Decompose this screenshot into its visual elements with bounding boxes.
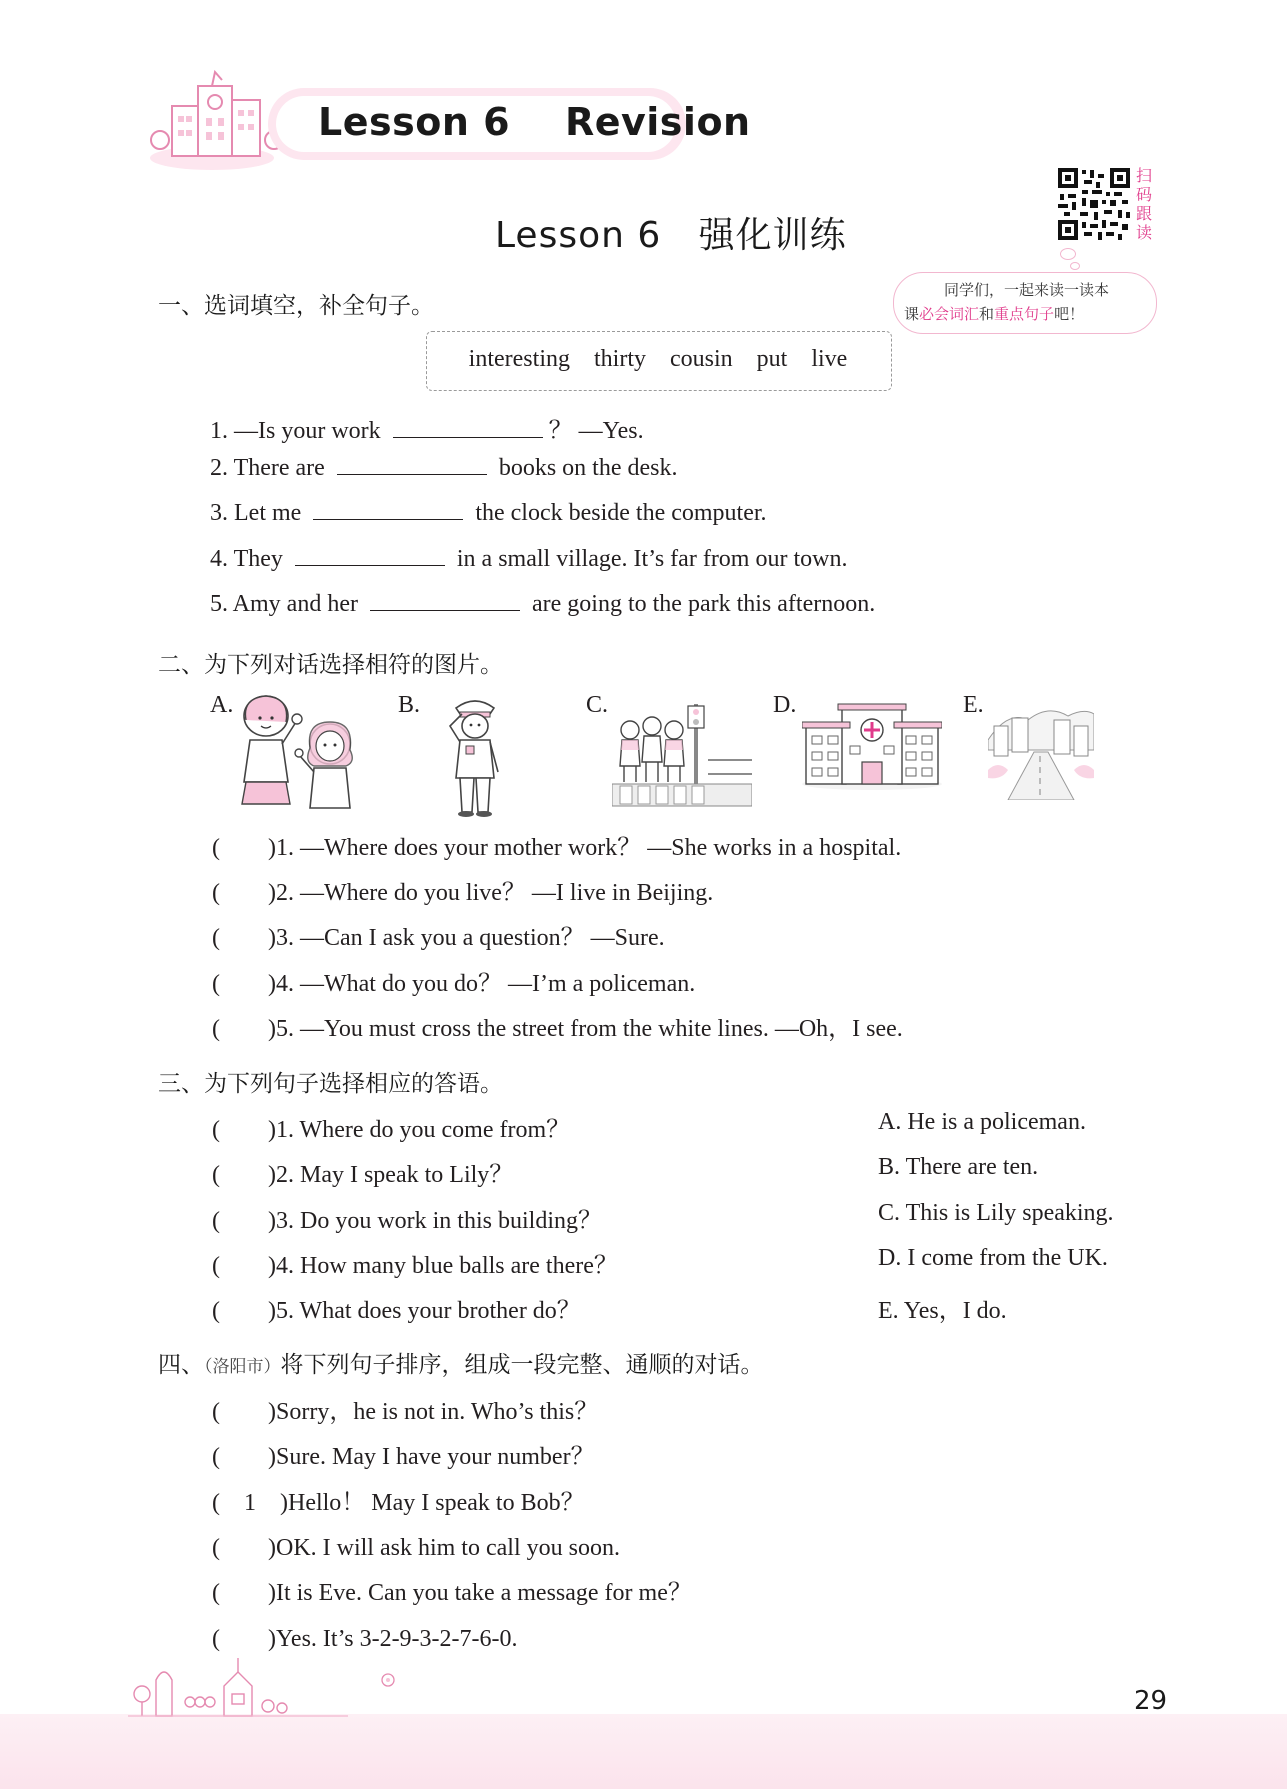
answer-blank[interactable] <box>370 592 520 611</box>
match-question[interactable]: ( )4. How many blue balls are there？ <box>212 1253 618 1279</box>
item-text: 5. Amy and her <box>210 591 364 617</box>
fill-blank-item <box>210 455 677 482</box>
item-text: are going to the park this afternoon. <box>525 591 876 617</box>
item-text: the clock beside the computer. <box>469 500 767 526</box>
town-decoration-icon <box>128 1650 348 1720</box>
match-answer: B. There are ten. <box>878 1154 1039 1180</box>
fill-blank-item <box>210 591 875 618</box>
match-question[interactable]: ( )1. Where do you come from？ <box>212 1117 571 1143</box>
order-item[interactable]: ( )Sorry，he is not in. Who’s this？ <box>212 1399 599 1425</box>
bubble-text-line2 <box>904 303 1084 324</box>
match-picture-item[interactable]: ( )1. —Where does your mother work？ —She works in a hospital. <box>212 835 902 861</box>
picture-letter-c: C. <box>586 692 609 718</box>
page-subtitle: Lesson 6 强化训练 <box>495 215 847 256</box>
order-item[interactable]: ( )It is Eve. Can you take a message for me？ <box>212 1580 692 1606</box>
word-bank-item: interesting <box>468 346 570 372</box>
answer-blank[interactable] <box>295 547 445 566</box>
word-bank-item: put <box>756 346 788 372</box>
footer-band <box>0 1714 1287 1789</box>
match-question[interactable]: ( )2. May I speak to Lily？ <box>212 1162 514 1188</box>
bubble-text-line1: 同学们，一起来读一读本 <box>944 283 1110 299</box>
item-text: books on the desk. <box>492 455 678 481</box>
woman-and-girl-waving-icon <box>234 692 369 812</box>
qr-caption-4: 读 <box>1136 223 1153 242</box>
answer-blank[interactable] <box>337 456 487 475</box>
city-street-icon <box>988 700 1094 800</box>
children-crossing-street-icon <box>612 700 752 810</box>
policeman-saluting-icon <box>440 692 510 820</box>
match-answer: E. Yes，I do. <box>878 1298 1007 1324</box>
picture-letter-e: E. <box>963 692 984 718</box>
section-4-instruction: 将下列句子排序，组成一段完整、通顺的对话。 <box>280 1352 764 1378</box>
hospital-building-icon <box>802 700 942 792</box>
match-answer: D. I come from the UK. <box>878 1245 1108 1271</box>
word-bank-item: thirty <box>593 346 646 372</box>
bubble-tail-dot <box>1060 248 1076 260</box>
bubble-text-e: 吧！ <box>1054 307 1085 323</box>
order-item[interactable]: ( )OK. I will ask him to call you soon. <box>212 1535 620 1561</box>
match-picture-item[interactable]: ( )4. —What do you do？ —I’m a policeman. <box>212 971 696 997</box>
match-picture-item[interactable]: ( )5. —You must cross the street from the white lines. —Oh，I see. <box>212 1016 903 1042</box>
section-4-number: 四、 <box>158 1352 204 1378</box>
item-text: in a small village. It’s far from our town. <box>450 546 848 572</box>
item-text: 4. They <box>210 546 289 572</box>
word-bank-item: live <box>811 346 848 372</box>
lesson-title: Lesson 6 Revision <box>318 100 751 144</box>
answer-blank[interactable] <box>313 501 463 520</box>
qr-caption-3: 跟 <box>1136 204 1153 223</box>
fill-blank-item <box>210 410 644 445</box>
match-picture-item[interactable]: ( )2. —Where do you live？ —I live in Beijing. <box>212 880 714 906</box>
item-text: 1. —Is your work <box>210 418 387 444</box>
item-text: 3. Let me <box>210 500 308 526</box>
section-3-heading: 三、为下列句子选择相应的答语。 <box>158 1071 503 1097</box>
word-bank <box>426 346 890 373</box>
picture-letter-b: B. <box>398 692 421 718</box>
answer-blank[interactable] <box>393 419 543 438</box>
match-question[interactable]: ( )3. Do you work in this building？ <box>212 1208 602 1234</box>
order-item[interactable]: ( 1 )Hello！ May I speak to Bob？ <box>212 1490 585 1516</box>
item-text: ？ —Yes. <box>548 418 644 444</box>
flower-decoration-icon <box>378 1672 398 1688</box>
match-question[interactable]: ( )5. What does your brother do？ <box>212 1298 581 1324</box>
section-1-heading: 一、选词填空，补全句子。 <box>158 293 434 319</box>
bubble-tail-dot-small <box>1070 262 1080 270</box>
section-4-heading <box>158 1346 764 1379</box>
match-answer: C. This is Lily speaking. <box>878 1200 1114 1226</box>
word-bank-item: cousin <box>669 346 733 372</box>
picture-letter-d: D. <box>773 692 797 718</box>
qr-caption-1: 扫 <box>1136 166 1153 185</box>
section-4-source-tag: （洛阳市） <box>204 1357 281 1377</box>
match-picture-item[interactable]: ( )3. —Can I ask you a question？ —Sure. <box>212 925 665 951</box>
item-text: 2. There are <box>210 455 331 481</box>
fill-blank-item <box>210 500 767 527</box>
bubble-text-c: 和 <box>979 307 995 323</box>
match-answer: A. He is a policeman. <box>878 1109 1086 1135</box>
bubble-text-a: 课 <box>904 307 920 323</box>
bubble-keyword-vocab: 必会词汇 <box>919 307 980 323</box>
picture-letter-a: A. <box>210 692 234 718</box>
page-number: 29 <box>1134 1686 1168 1716</box>
qr-caption-2: 码 <box>1136 185 1153 204</box>
section-2-heading: 二、为下列对话选择相符的图片。 <box>158 652 503 678</box>
order-item[interactable]: ( )Yes. It’s 3-2-9-3-2-7-6-0. <box>212 1626 518 1652</box>
order-item[interactable]: ( )Sure. May I have your number？ <box>212 1444 595 1470</box>
qr-code-icon[interactable] <box>1056 166 1132 242</box>
bubble-keyword-sentences: 重点句子 <box>994 307 1055 323</box>
fill-blank-item <box>210 546 847 573</box>
